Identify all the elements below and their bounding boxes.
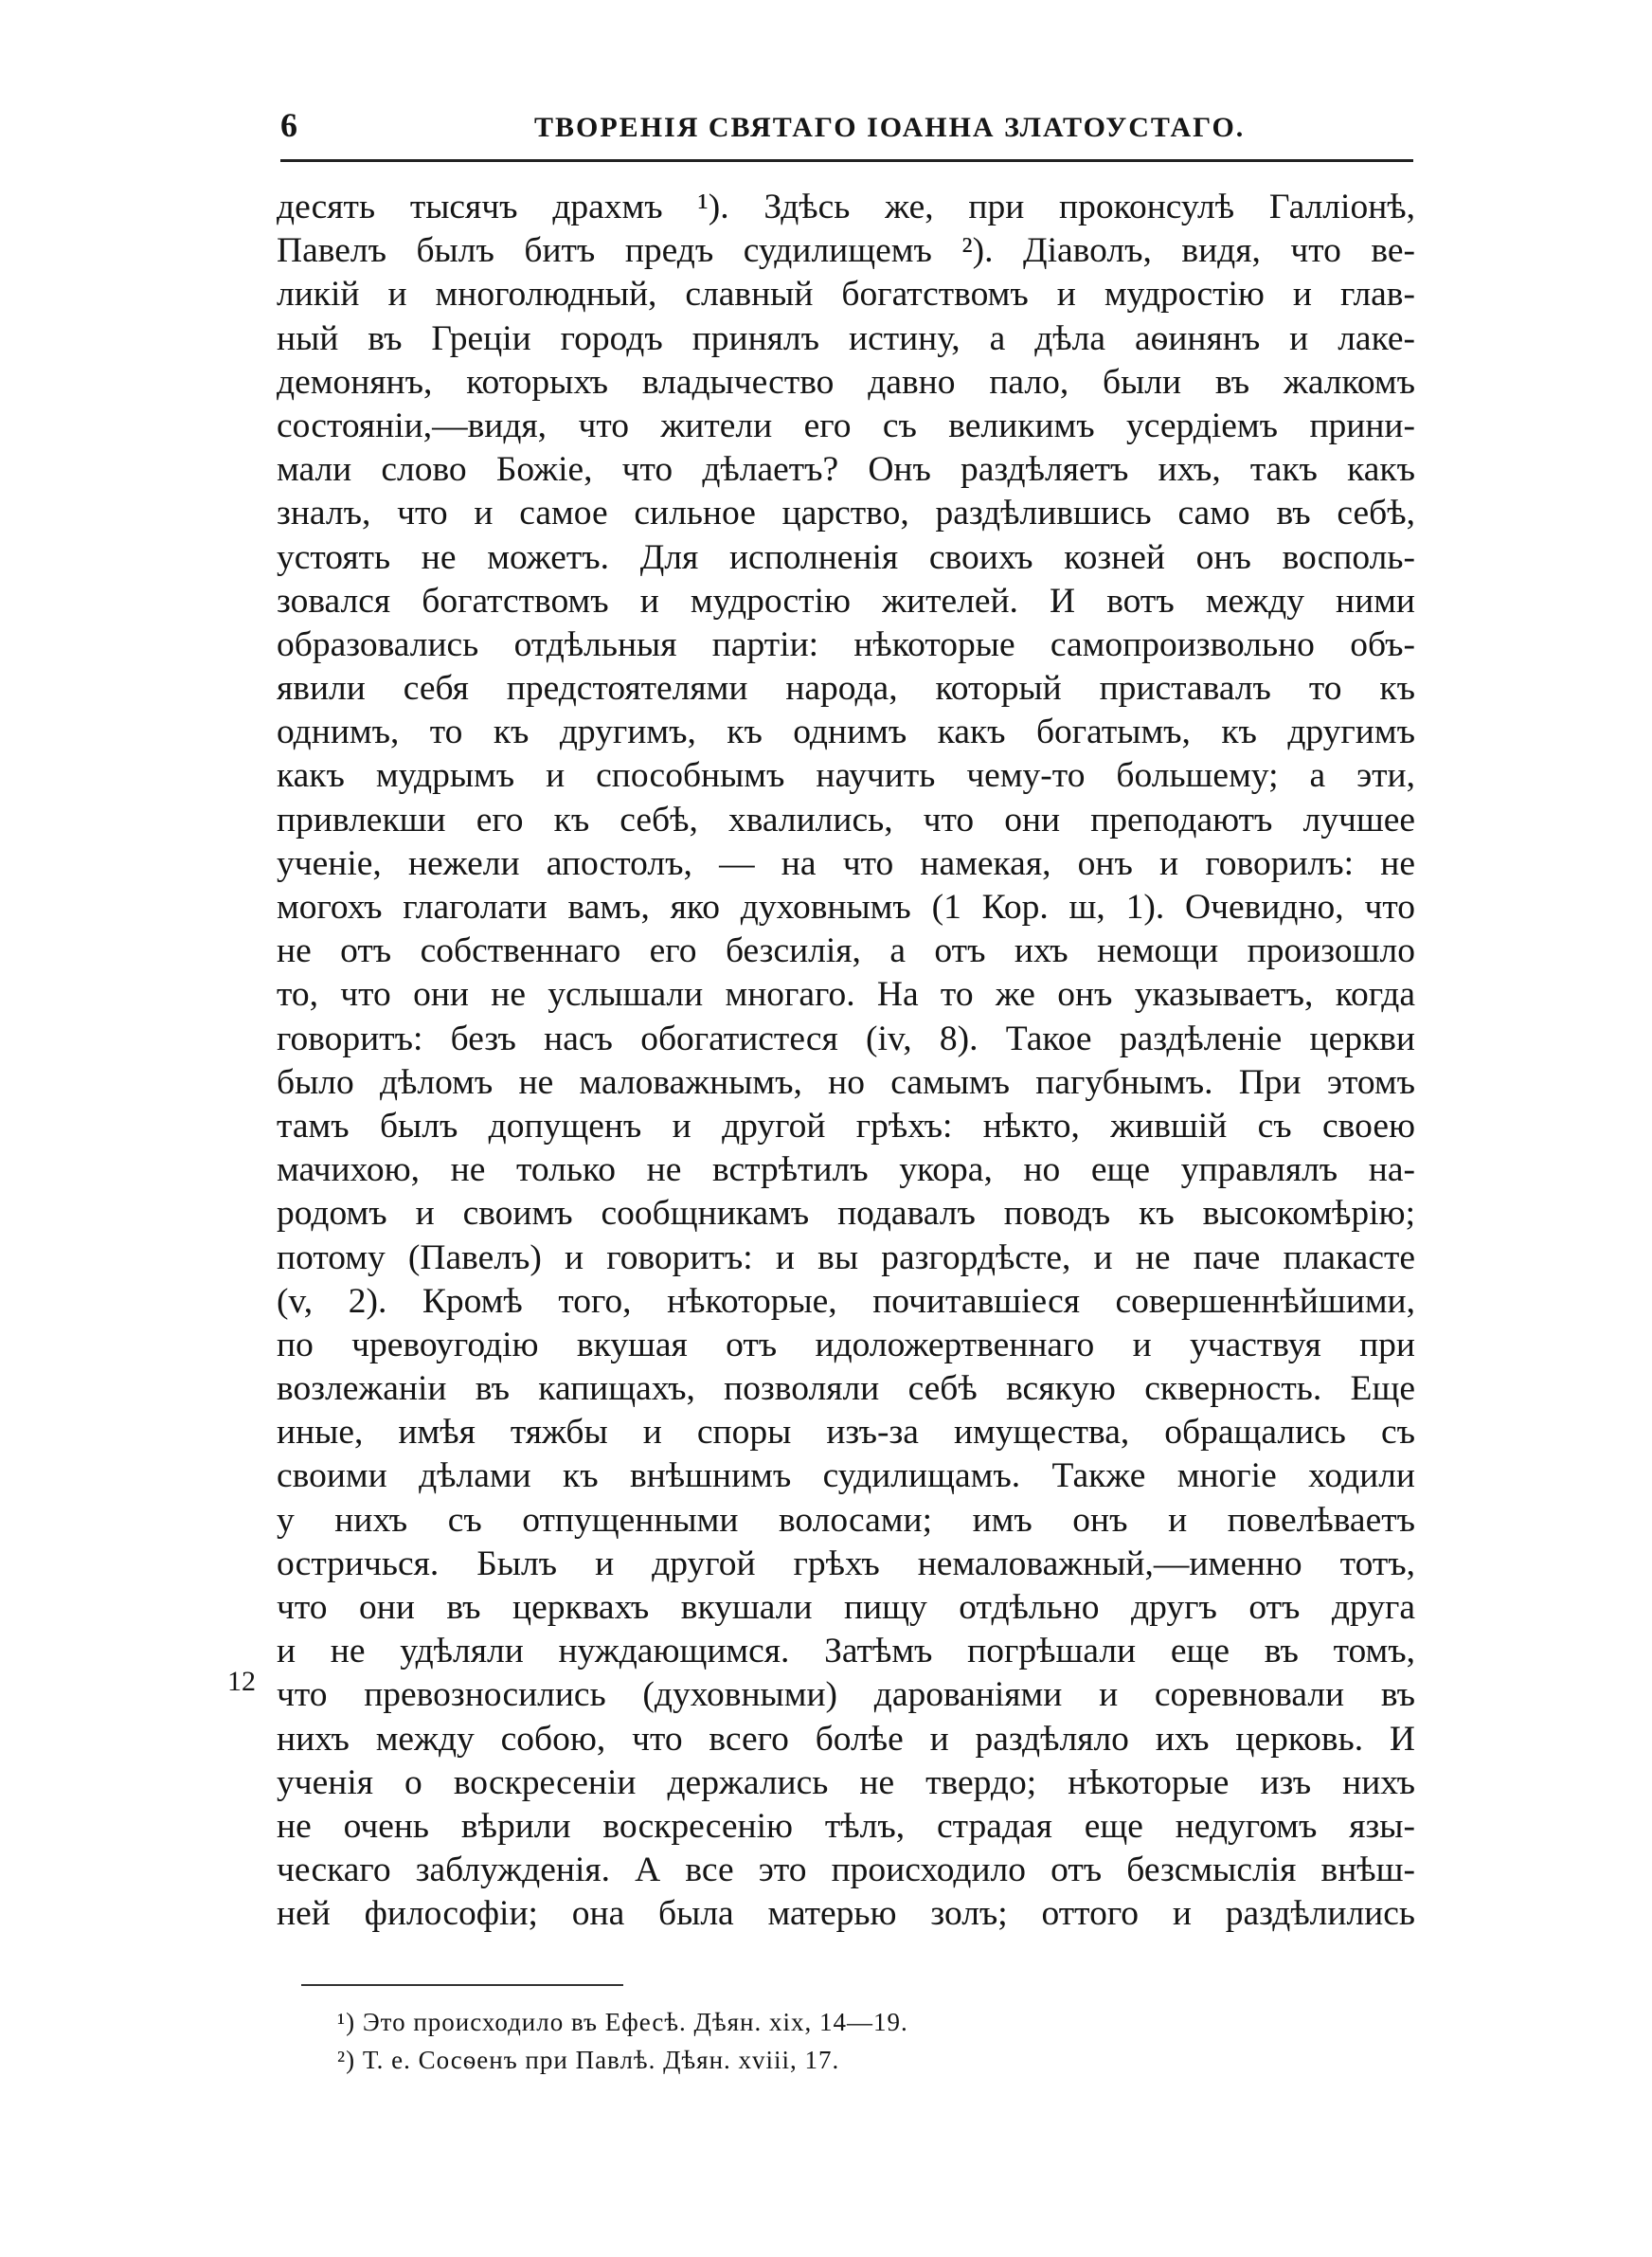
body-line: ученія о воскресеніи держались не твердо; нѣкоторые изъ нихъ (277, 1762, 1415, 1802)
body-line: устоять не можетъ. Для исполненія своихъ козней онъ восполь- (277, 537, 1415, 577)
footnote-rule (301, 1984, 623, 1986)
body-line: возлежаніи въ капищахъ, позволяли себѣ всякую скверность. Еще (277, 1369, 1415, 1409)
footnote-1: ¹) Это происходило въ Ефесѣ. Дѣян. xix, 14—19. (337, 2008, 908, 2036)
footnotes (337, 2003, 1190, 2079)
margin-number: 12 (227, 1666, 256, 1697)
body-line: Павелъ былъ битъ предъ судилищемъ ²). Діаволъ, видя, что ве- (277, 231, 1415, 271)
body-line: ческаго заблужденія. А все это происходило отъ безсмыслія внѣш- (277, 1851, 1415, 1890)
body-line: ликій и многолюдный, славный богатствомъ и мудростію и глав- (277, 275, 1415, 315)
body-line: что превозносились (духовными) дарованіями и соревновали въ (277, 1675, 1415, 1715)
body-line: ней философіи; она была матерью золъ; оттого и раздѣлились (277, 1894, 1415, 1934)
body-line: демонянъ, которыхъ владычество давно пало, были въ жалкомъ (277, 362, 1415, 402)
body-line: иные, имѣя тяжбы и споры изъ-за имущества, обращались съ (277, 1413, 1415, 1453)
body-line: однимъ, то къ другимъ, къ однимъ какъ богатымъ, къ другимъ (277, 713, 1415, 752)
body-line: родомъ и своимъ сообщникамъ подавалъ поводъ къ высокомѣрію; (277, 1194, 1415, 1234)
running-title: ТВОРЕНІЯ СВЯТАГО ІОАННА ЗЛАТОУСТАГО. (534, 112, 1246, 143)
body-line: мачихою, не только не встрѣтилъ укора, но еще управлялъ на- (277, 1150, 1415, 1190)
body-line: (v, 2). Кромѣ того, нѣкоторые, почитавшіеся совершеннѣйшими, (277, 1281, 1415, 1321)
body-line: какъ мудрымъ и способнымъ научить чему-то большему; а эти, (277, 756, 1415, 796)
body-line: тамъ былъ допущенъ и другой грѣхъ: нѣкто, жившій съ своею (277, 1106, 1415, 1146)
body-line: не очень вѣрили воскресенію тѣлъ, страдая еще недугомъ язы- (277, 1806, 1415, 1846)
body-line: и не удѣляли нуждающимся. Затѣмъ погрѣшали еще въ томъ, (277, 1632, 1415, 1671)
header-rule (280, 159, 1413, 162)
page-number: 6 (280, 106, 297, 144)
page-header (280, 106, 1413, 159)
body-line: потому (Павелъ) и говоритъ: и вы разгордѣсте, и не паче плакасте (277, 1237, 1415, 1277)
body-text (277, 186, 1415, 1937)
body-line: своими дѣлами къ внѣшнимъ судилищамъ. Также многіе ходили (277, 1456, 1415, 1496)
body-line: привлекши его къ себѣ, хвалились, что они преподаютъ лучшее (277, 800, 1415, 840)
body-line: явили себя предстоятелями народа, который приставалъ то къ (277, 669, 1415, 709)
body-line: ученіе, нежели апостолъ, — на что намекая, онъ и говорилъ: не (277, 843, 1415, 883)
body-line: остричься. Былъ и другой грѣхъ немаловажный,—именно тотъ, (277, 1544, 1415, 1583)
footnote-2: ²) Т. е. Сосѳенъ при Павлѣ. Дѣян. xviii, 17. (337, 2046, 840, 2074)
body-line: десять тысячъ драхмъ ¹). Здѣсь же, при проконсулѣ Галліонѣ, (277, 188, 1415, 226)
body-line: зовался богатствомъ и мудростію жителей. И вотъ между ними (277, 581, 1415, 621)
body-line: мали слово Божіе, что дѣлаетъ? Онъ раздѣляетъ ихъ, такъ какъ (277, 450, 1415, 490)
body-line: состояніи,—видя, что жители его съ великимъ усердіемъ прини- (277, 406, 1415, 445)
body-line: зналъ, что и самое сильное царство, раздѣлившись само въ себѣ, (277, 494, 1415, 533)
body-line: образовались отдѣльныя партіи: нѣкоторые самопроизвольно объ- (277, 624, 1415, 664)
body-line: было дѣломъ не маловажнымъ, но самымъ пагубнымъ. При этомъ (277, 1062, 1415, 1102)
body-line: говоритъ: безъ насъ обогатистеся (iv, 8). Такое раздѣленіе церкви (277, 1019, 1415, 1058)
body-line: не отъ собственнаго его безсилія, а отъ ихъ немощи произошло (277, 931, 1415, 971)
body-line: у нихъ съ отпущенными волосами; имъ онъ и повелѣваетъ (277, 1500, 1415, 1540)
body-line: что они въ церквахъ вкушали пищу отдѣльно другъ отъ друга (277, 1588, 1415, 1627)
body-line: ный въ Греціи городъ принялъ истину, а дѣла аѳинянъ и лаке- (277, 318, 1415, 358)
body-line: нихъ между собою, что всего болѣе и раздѣляло ихъ церковь. И (277, 1719, 1415, 1759)
body-line: по чревоугодію вкушая отъ идоложертвеннаго и участвуя при (277, 1325, 1415, 1364)
body-line: то, что они не услышали многаго. На то же онъ указываетъ, когда (277, 975, 1415, 1015)
body-line: могохъ глаголати вамъ, яко духовнымъ (1 Кор. ш, 1). Очевидно, что (277, 888, 1415, 927)
